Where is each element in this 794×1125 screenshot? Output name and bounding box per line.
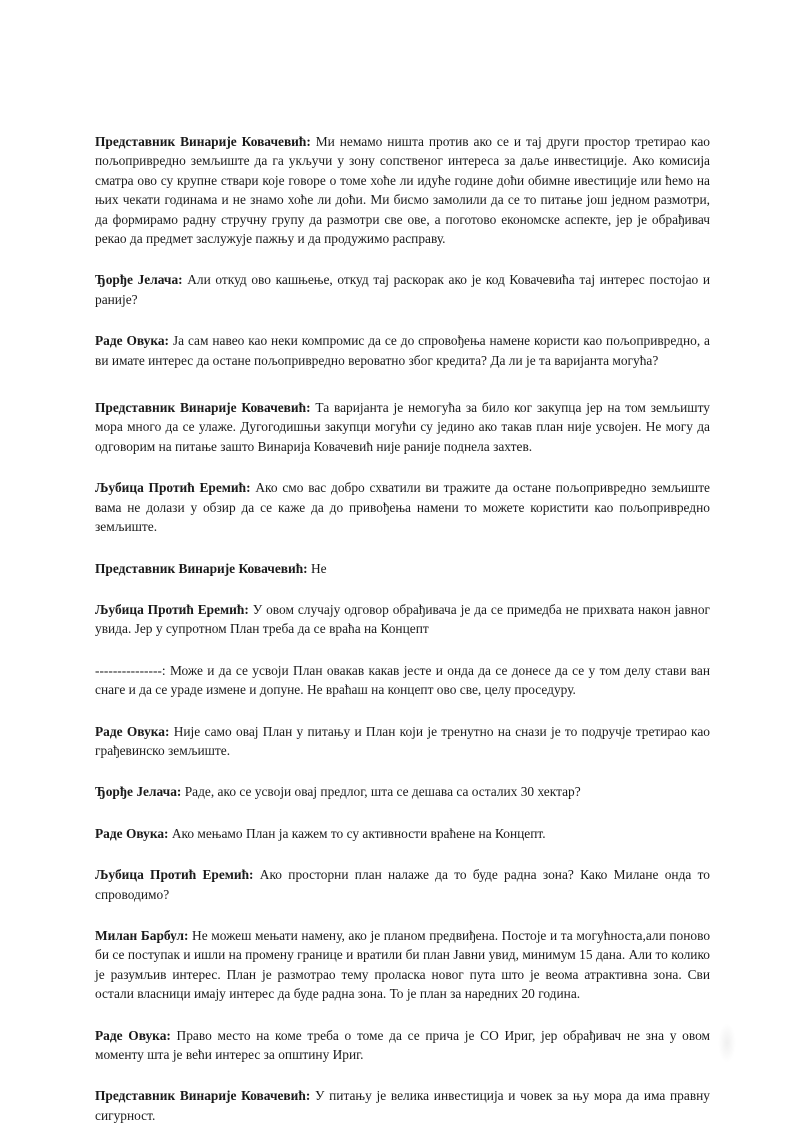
transcript-entry [95, 600, 710, 639]
transcript-entry [95, 722, 710, 761]
statement-text: Ако мењамо План ја кажем то су активности враћене на Концепт. [168, 825, 546, 841]
speaker-name: Ђорђе Јелача: [95, 784, 182, 800]
speaker-name: Љубица Протић Еремић: [95, 867, 254, 883]
speaker-name: Љубица Протић Еремић: [95, 601, 249, 617]
speaker-name: Раде Овука: [95, 723, 170, 739]
speaker-name: Представник Винарије Ковачевић: [95, 560, 308, 576]
transcript-entry [95, 1026, 710, 1065]
speaker-name: Ђорђе Јелача: [95, 272, 183, 288]
speaker-name: Милан Барбул: [95, 927, 189, 943]
speaker-name: Представник Винарије Ковачевић: [95, 400, 311, 416]
transcript-entry [95, 270, 710, 309]
statement-text: У овом случају одговор обрађивача је да се примедба не прихвата након јавног увида. Јер у супротном План треба да се враћа на Концепт [95, 601, 711, 637]
statement-text: Ја сам навео као неки компромис да се до спровођења намене користи као пољопривредно, а ви имате интерес да остане пољопривредно вероватно због кредита? Да ли је та варијанта могућа? [95, 333, 710, 368]
speaker-name: Представник Винарије Ковачевић: [95, 1088, 311, 1104]
transcript-entry [95, 398, 710, 456]
transcript-entry [95, 559, 710, 578]
statement-text: Ми немамо ништа против ако се и тај други простор третирао као пољопривредно земљиште да га укључи у зону сопственог интереса за даље инвестиције. Ако комисија сматра ово су крупне ствари које говоре о томе хоће ли идуће године доћи обимне ивестиције или ћемо на њих чекати годинама и не знамо хоће ли доћи. Ми бисмо замолили да се то питање још једном размотри, да формирамо радну стручну групу да размотри све ове, а поготово економске аспекте, јер је обрађивач рекао да предмет заслужује пажњу и да продужимо расправу. [95, 134, 710, 247]
transcript-entry [95, 132, 710, 248]
statement-text: Ако просторни план налаже да то буде радна зона? Како Милане онда то спроводимо? [95, 867, 710, 902]
speaker-name: Раде Овука: [95, 333, 170, 349]
transcript-entry [95, 865, 710, 904]
speaker-name: Љубица Протић Еремић: [95, 480, 251, 496]
transcript-entry [95, 1086, 710, 1125]
statement-text: У питању је велика инвестиција и човек за њу мора да има правну сигурност. [95, 1088, 711, 1123]
statement-text: Али откуд ово кашњење, откуд тај раскорак ако је код Ковачевића тај интерес постојао и раније? [95, 272, 710, 307]
statement-text: Раде, ако се усвоји овај предлог, шта се дешава са осталих 30 хектар? [181, 784, 581, 800]
transcript-entry [95, 661, 710, 700]
statement-text: Та варијанта је немогућа за било ког закупца јер на том земљишту мора много да се улаже. Дугогодишњи закупци могући су једино ако такав план није усвојен. Не могу да одговорим на питање зашто Винарија Ковачевић није раније поднела захтев. [95, 400, 710, 454]
statement-text: ---------------: Може и да се усвоји План овакав какав јесте и онда да се донесе да се у том делу стави ван снаге и да се ураде измене и допуне. Не враћаш на концепт ово све, целу проседуру. [95, 662, 710, 698]
transcript-entry [95, 926, 710, 1004]
statement-text: Не [307, 560, 327, 576]
transcript-entry [95, 824, 710, 843]
transcript-entry [95, 331, 710, 370]
scan-artifact [718, 1023, 736, 1063]
transcript-entry [95, 478, 710, 536]
statement-text: Није само овај План у питању и План који је тренутно на снази је то подручје третирао као грађевинско земљиште. [95, 723, 710, 758]
speaker-name: Представник Винарије Ковачевић: [95, 134, 311, 149]
statement-text: Право место на коме треба о томе да се прича је СО Ириг, јер обрађивач не зна у овом моменту шта је већи интерес за општину Ириг. [95, 1027, 710, 1062]
speaker-name: Раде Овука: [95, 825, 169, 841]
transcript-entry [95, 782, 710, 801]
speaker-name: Раде Овука: [95, 1027, 171, 1043]
statement-text: Ако смо вас добро схватили ви тражите да остане пољопривредно земљиште вама не долази у обзир да се каже да до привођења намени то можете користити као пољопривредно земљиште. [95, 480, 711, 535]
statement-text: Не можеш мењати намену, ако је планом предвиђена. Постоје и та могућноста,али поново би се поступак и ишли на промену границе и вратили би план Јавни увид, минимум 15 дана. Али то колико је разумљив интерес. План је размотрао тему проласка новог пута што је веома атрактивна зона. Сви остали власници имају интерес да буде радна зона. То је план за наредних 20 година. [95, 927, 711, 1002]
